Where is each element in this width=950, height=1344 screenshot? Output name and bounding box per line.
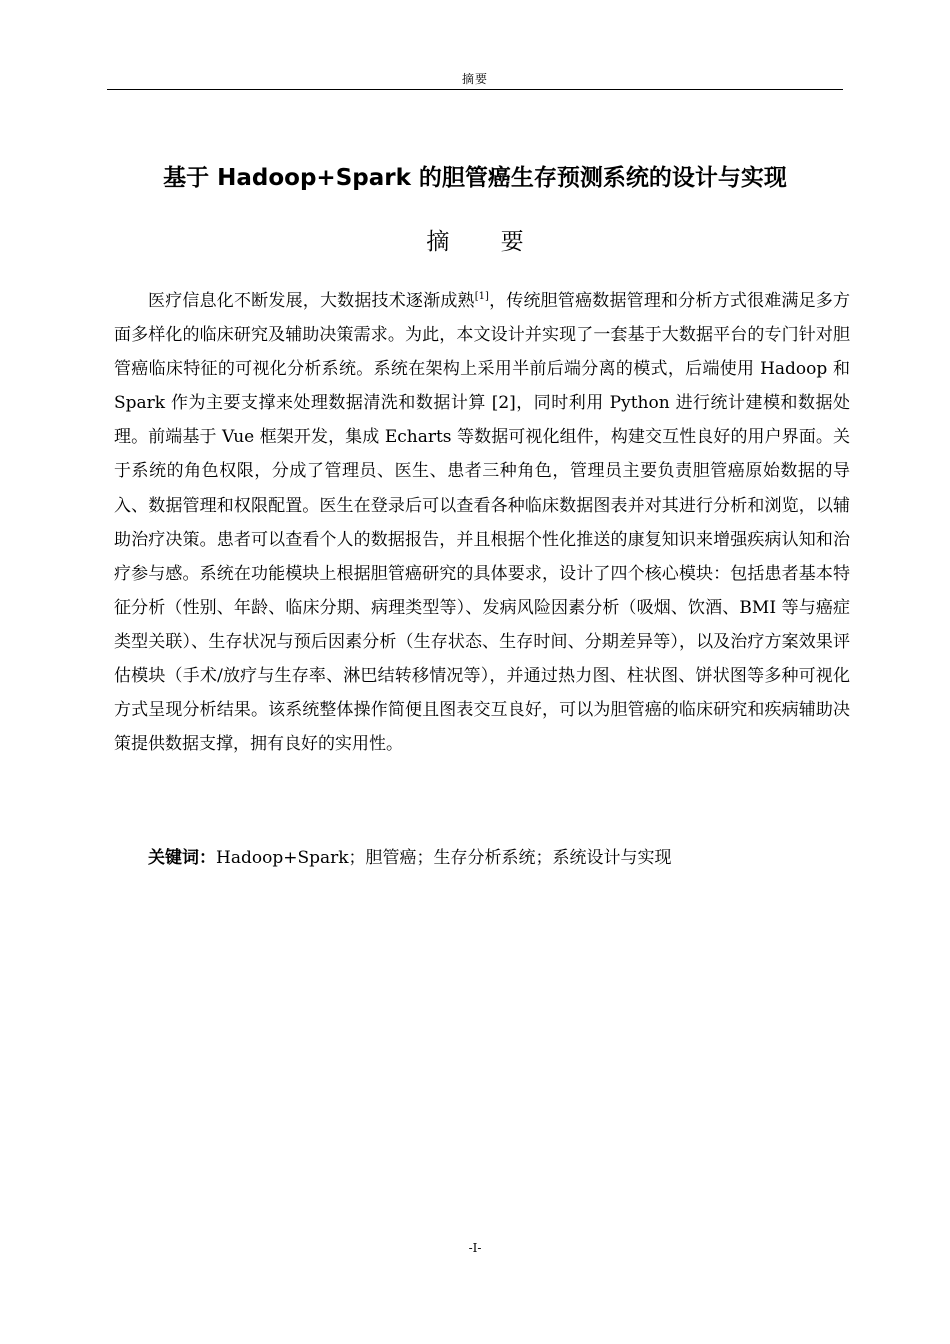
page-number: -I- bbox=[468, 1241, 482, 1255]
abstract-text-part2: ，传统胆管癌数据管理和分析方式很难满足多方面多样化的临床研究及辅助决策需求。为此，本文设计并实现了一套基于大数据平台的专门针对胆管癌临床特征的可视化分析系统。系统在架构上采用半前后端分离的模式，后端使用 Hadoop 和 Spark 作为主要支撑来处理数据清洗和数据计算 [2]，同时利用 Python 进行统计建模和数据处理。前端基于 Vue 框架开发，集成 Echarts 等数据可视化组件，构建交互性良好的用户界面。关于系统的角色权限，分成了管理员、医生、患者三种角色，管理员主要负责胆管癌原始数据的导入、数据管理和权限配置。医生在登录后可以查看各种临床数据图表并对其进行分析和浏览，以辅助治疗决策。患者可以查看个人的数据报告，并且根据个性化推送的康复知识来增强疾病认知和治疗参与感。系统在功能模块上根据胆管癌研究的具体要求，设计了四个核心模块：包括患者基本特征分析（性别、年龄、临床分期、病理类型等）、发病风险因素分析（吸烟、饮酒、BMI 等与癌症类型关联）、生存状况与预后因素分析（生存状态、生存时间、分期差异等），以及治疗方案效果评估模块（手术/放疗与生存率、淋巴结转移情况等），并通过热力图、柱状图、饼状图等多种可视化方式呈现分析结果。该系统整体操作简便且图表交互良好，可以为胆管癌的临床研究和疾病辅助决策提供数据支撑，拥有良好的实用性。 bbox=[114, 291, 850, 755]
keywords-line bbox=[148, 843, 848, 873]
keywords-value: Hadoop+Spark；胆管癌；生存分析系统；系统设计与实现 bbox=[216, 848, 672, 868]
header-rule bbox=[107, 89, 843, 90]
running-header: 摘要 bbox=[461, 72, 488, 86]
abstract-body bbox=[114, 284, 850, 761]
document-title: 基于 Hadoop+Spark 的胆管癌生存预测系统的设计与实现 bbox=[163, 165, 787, 191]
citation-marker: [1] bbox=[474, 291, 489, 302]
keywords-label: 关键词： bbox=[148, 848, 216, 868]
abstract-text-part1: 医疗信息化不断发展，大数据技术逐渐成熟 bbox=[148, 291, 475, 311]
abstract-heading: 摘 要 bbox=[426, 229, 546, 255]
